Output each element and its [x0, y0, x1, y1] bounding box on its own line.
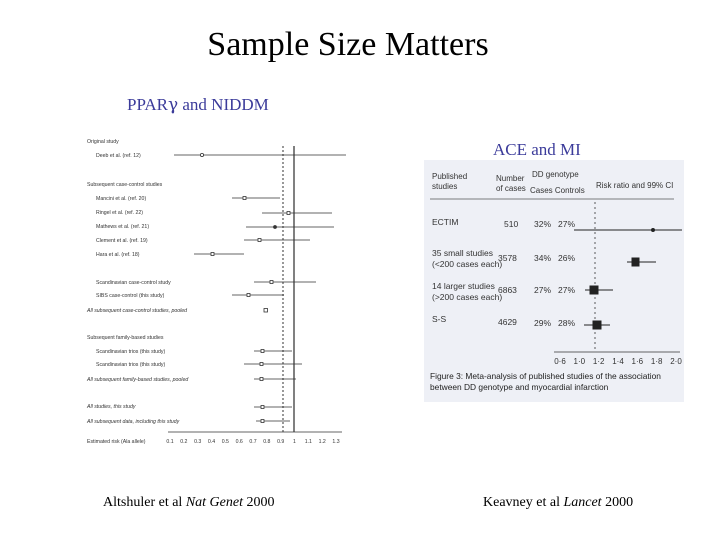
row-label-scand-fam2: Scandinavian trios (this study) — [96, 362, 166, 368]
row-label-ringel: Ringel et al. (ref. 22) — [96, 210, 143, 216]
r1-name: ECTIM — [432, 217, 459, 227]
r1-cases: 32% — [534, 219, 552, 229]
point-deeb — [200, 153, 203, 156]
left-axis-tick-label: 0.1 — [166, 439, 174, 445]
col-published: Published — [432, 172, 468, 181]
left-axis-tick-label: 0.9 — [277, 439, 285, 445]
subtitle-ppar — [127, 95, 269, 115]
right-axis-tick-label: 1·0 — [573, 357, 586, 366]
ppar-forest-plot-svg — [84, 132, 346, 450]
r2-sub: (<200 cases each) — [432, 259, 503, 269]
point-all-fam — [260, 378, 263, 381]
row-label-all-studies: All studies, this study — [87, 404, 136, 410]
left-axis-tick-label: 0.8 — [263, 439, 271, 445]
right-axis-tick-label: 1·8 — [650, 357, 663, 366]
row-label-all-excl: All subsequent data, including this study — [87, 419, 180, 425]
right-axis-tick-label: 1·6 — [631, 357, 644, 366]
r4-name: S-S — [432, 314, 447, 324]
r2-controls: 26% — [558, 253, 576, 263]
fig-caption-line2: between DD genotype and myocardial infarction — [430, 382, 609, 392]
caption-keavney-authors: Keavney et al — [483, 495, 564, 510]
subtitle-ppar-gamma: γ — [167, 95, 179, 115]
r3-cases: 27% — [534, 285, 552, 295]
point-sibs-cc — [247, 294, 250, 297]
r1-n: 510 — [504, 219, 519, 229]
right-axis-tick-label: 1·2 — [592, 357, 605, 366]
right-axis-tick-label: 1·4 — [612, 357, 624, 366]
col-of-cases: of cases — [496, 184, 526, 193]
caption-altshuler — [103, 495, 274, 511]
left-axis-ticks — [166, 439, 339, 445]
left-axis-tick-label: 1.3 — [332, 439, 340, 445]
r3-controls: 27% — [558, 285, 576, 295]
col-dd-genotype: DD genotype — [532, 170, 579, 179]
point-ringel — [287, 212, 290, 215]
r2-cases: 34% — [534, 253, 552, 263]
ppar-forest-plot-figure — [84, 132, 346, 450]
caption-keavney-journal: Lancet — [563, 495, 602, 510]
caption-altshuler-journal: Nat Genet — [185, 495, 243, 510]
section-original: Original study — [87, 139, 119, 145]
r3-sub: (>200 cases each) — [432, 292, 503, 302]
r1-controls: 27% — [558, 219, 576, 229]
point-scand-fam2 — [260, 363, 263, 366]
ace-meta-analysis-svg — [424, 160, 684, 402]
left-axis-tick-label: 0.2 — [180, 439, 188, 445]
row-label-all-fam: All subsequent family-based studies, pooled — [87, 377, 189, 383]
point-clement — [258, 239, 261, 242]
row-label-deeb: Deeb et al. (ref. 12) — [96, 153, 141, 159]
point-ectim — [652, 229, 655, 232]
r4-cases: 29% — [534, 318, 552, 328]
caption-keavney — [483, 495, 633, 511]
point-all-cc — [264, 309, 268, 313]
ace-meta-analysis-figure — [424, 160, 684, 402]
point-small-studies — [632, 258, 639, 266]
left-axis-tick-label: 1 — [293, 439, 296, 445]
fig-caption-line1: Figure 3: Meta-analysis of published studies of the association — [430, 371, 661, 381]
left-axis-tick-label: 0.7 — [249, 439, 257, 445]
r2-name: 35 small studies — [432, 248, 493, 258]
r4-controls: 28% — [558, 318, 576, 328]
r2-n: 3578 — [498, 253, 517, 263]
point-scand-fam — [261, 350, 264, 353]
section-family: Subsequent family-based studies — [87, 335, 164, 341]
left-axis-tick-label: 0.5 — [221, 439, 229, 445]
r3-name: 14 larger studies — [432, 281, 495, 291]
right-axis-tick-label: 2·0 — [670, 357, 682, 366]
row-label-scand-fam: Scandinavian trios (this study) — [96, 349, 166, 355]
col-number: Number — [496, 174, 525, 183]
point-all-studies — [261, 406, 264, 409]
row-label-clement: Clement et al. (ref. 19) — [96, 238, 148, 244]
right-axis-tick-label: 0·6 — [554, 357, 566, 366]
caption-altshuler-year: 2000 — [242, 495, 275, 510]
row-label-sibs-cc: SIBS case-control (this study) — [96, 293, 165, 299]
point-hara — [211, 253, 214, 256]
col-studies: studies — [432, 182, 458, 191]
col-cases-controls: Cases Controls — [530, 186, 585, 195]
point-ss — [593, 321, 601, 329]
row-label-mathews: Mathews et al. (ref. 21) — [96, 224, 150, 230]
subtitle-ace: ACE and MI — [493, 140, 581, 159]
r4-n: 4629 — [498, 317, 517, 327]
subtitle-ppar-prefix: PPAR — [127, 95, 168, 114]
caption-altshuler-authors: Altshuler et al — [103, 495, 186, 510]
left-axis-tick-label: 0.6 — [235, 439, 243, 445]
left-axis-tick-label: 1.1 — [304, 439, 312, 445]
point-scand-cc — [270, 281, 273, 284]
left-axis-tick-label: 0.3 — [194, 439, 202, 445]
row-label-mancini: Mancini et al. (ref. 20) — [96, 196, 147, 202]
r3-n: 6863 — [498, 285, 517, 295]
row-label-all-cc: All subsequent case-control studies, pooled — [87, 308, 188, 314]
left-axis-tick-label: 0.4 — [207, 439, 216, 445]
row-label-scand-cc: Scandinavian case-control study — [96, 280, 171, 286]
caption-keavney-year: 2000 — [601, 495, 634, 510]
section-case-control: Subsequent case-control studies — [87, 182, 163, 188]
point-all-excl — [261, 420, 264, 423]
row-label-hara: Hara et al. (ref. 18) — [96, 252, 140, 258]
point-mancini — [243, 197, 246, 200]
col-risk-ratio: Risk ratio and 99% CI — [596, 181, 674, 190]
subtitle-ppar-suffix: and NIDDM — [178, 95, 269, 114]
left-axis-tick-label: 1.2 — [318, 439, 326, 445]
left-axis-label: Estimated risk (Ala allele) — [87, 439, 146, 445]
point-larger-studies — [590, 286, 598, 294]
slide-title: Sample Size Matters — [207, 26, 489, 63]
point-mathews — [274, 226, 277, 229]
